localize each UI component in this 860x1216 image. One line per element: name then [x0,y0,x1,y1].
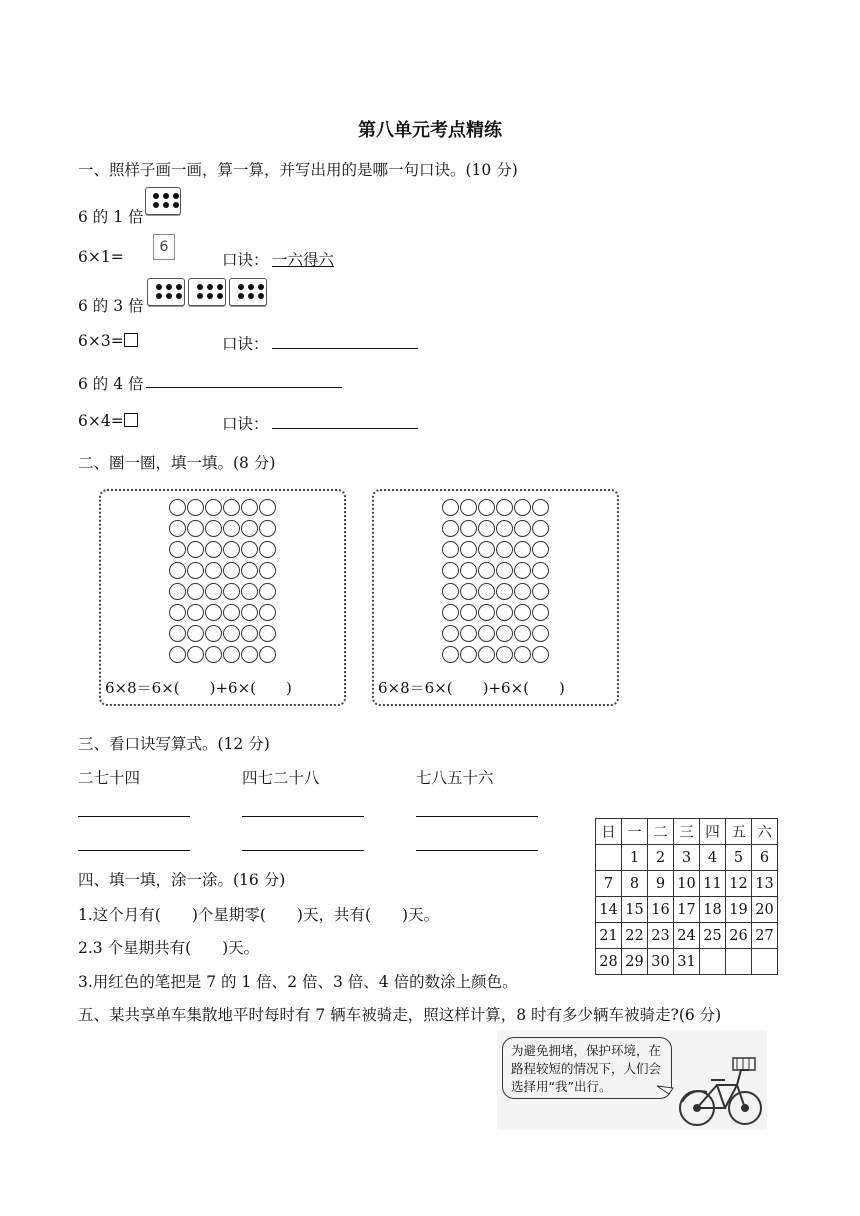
calendar-week-row [596,845,778,871]
calendar-day[interactable]: 30 [648,949,674,975]
weekday-label: 一 [622,819,648,845]
answer-blank[interactable] [78,836,190,851]
number-card: 6 [153,234,175,260]
answer-blank[interactable] [242,802,364,817]
calendar-day[interactable]: 27 [752,923,778,949]
calendar-day[interactable]: 25 [700,923,726,949]
q4-item-1: 1.这个月有( )个星期零( )天，共有( )天。 [78,906,440,924]
weekday-label: 六 [752,819,778,845]
calendar-day[interactable]: 6 [752,845,778,871]
weekday-label: 三 [674,819,700,845]
weekday-label: 二 [648,819,674,845]
calendar-day[interactable]: 18 [700,897,726,923]
koujue-item: 二七十四 [78,769,141,787]
calendar-day[interactable]: 23 [648,923,674,949]
calendar-day[interactable]: 22 [622,923,648,949]
koujue-label: 口诀： [222,335,269,353]
koujue-item: 七八五十六 [416,769,494,787]
weekday-label: 日 [596,819,622,845]
circle-grid [442,499,549,663]
q1-line4-equation: 6×3= [78,332,138,350]
equation-right: 6×8＝6×( )+6×( ) [378,679,565,697]
calendar-day[interactable]: 16 [648,897,674,923]
q1-line6-equation: 6×4= [78,412,138,430]
calendar-day[interactable]: 28 [596,949,622,975]
q1-heading: 一、照样子画一画，算一算，并写出用的是哪一句口诀。(10 分) [78,161,518,179]
calendar-week-row [596,871,778,897]
koujue-item: 四七二十八 [242,769,320,787]
answer-box[interactable] [124,413,138,427]
calendar-day[interactable]: 24 [674,923,700,949]
calendar-day[interactable]: 2 [648,845,674,871]
calendar-day[interactable]: 26 [726,923,752,949]
q1-line3-label: 6 的 3 倍 [78,297,144,315]
calendar-day[interactable]: 15 [622,897,648,923]
calendar-day[interactable]: 29 [622,949,648,975]
calendar-week-row [596,897,778,923]
koujue-label: 口诀： [222,251,269,269]
draw-blank[interactable] [146,373,342,388]
calendar-day[interactable]: 5 [726,845,752,871]
calendar-day[interactable]: 20 [752,897,778,923]
page-title: 第八单元考点精练 [358,120,502,141]
equation-left: 6×8＝6×( )+6×( ) [105,679,292,697]
q4-item-3: 3.用红色的笔把是 7 的 1 倍、2 倍、3 倍、4 倍的数涂上颜色。 [78,973,518,991]
q2-heading: 二、圈一圈，填一填。(8 分) [78,454,276,472]
calendar-header-row [596,819,778,845]
calendar-week-row [596,949,778,975]
circle-grid [169,499,276,663]
calendar-day[interactable] [596,845,622,871]
q1-line5-label: 6 的 4 倍 [78,375,144,393]
calendar-day[interactable]: 13 [752,871,778,897]
answer-blank[interactable] [78,802,190,817]
calendar-day[interactable] [752,949,778,975]
calendar-day[interactable] [700,949,726,975]
calendar-day[interactable]: 3 [674,845,700,871]
q1-line2-equation: 6×1= [78,248,124,266]
calendar-day[interactable]: 9 [648,871,674,897]
calendar-day[interactable]: 7 [596,871,622,897]
weekday-label: 五 [726,819,752,845]
calendar-day[interactable]: 14 [596,897,622,923]
dot-card [229,278,267,306]
koujue-label: 口诀： [222,415,269,433]
q3-heading: 三、看口诀写算式。(12 分) [78,735,270,753]
calendar-day[interactable]: 31 [674,949,700,975]
dot-card [145,187,181,215]
bicycle-icon [497,1030,767,1130]
calendar-day[interactable]: 11 [700,871,726,897]
q4-item-2: 2.3 个星期共有( )天。 [78,939,260,957]
dot-card [188,278,226,306]
koujue-answer: 一六得六 [272,251,335,269]
calendar-day[interactable]: 19 [726,897,752,923]
calendar-day[interactable]: 8 [622,871,648,897]
dot-card [147,278,185,306]
speech-bubble: 为避免拥堵，保护环境，在路程较短的情况下，人们会选择用“我”出行。 [502,1037,672,1099]
q5-heading: 五、某共享单车集散地平时每时有 7 辆车被骑走，照这样计算，8 时有多少辆车被骑走?(6 分) [78,1006,722,1024]
calendar-day[interactable] [726,949,752,975]
calendar [595,818,778,975]
answer-blank[interactable] [416,802,538,817]
q1-line1-label: 6 的 1 倍 [78,208,144,226]
answer-blank[interactable] [416,836,538,851]
answer-blank[interactable] [242,836,364,851]
calendar-day[interactable]: 10 [674,871,700,897]
q4-heading: 四、填一填，涂一涂。(16 分) [78,871,286,889]
answer-box[interactable] [124,333,138,347]
koujue-blank[interactable] [272,414,418,429]
circle-group-right[interactable] [372,489,619,706]
calendar-day[interactable]: 17 [674,897,700,923]
calendar-week-row [596,923,778,949]
calendar-day[interactable]: 4 [700,845,726,871]
calendar-day[interactable]: 21 [596,923,622,949]
koujue-blank[interactable] [272,334,418,349]
calendar-day[interactable]: 12 [726,871,752,897]
calendar-day[interactable]: 1 [622,845,648,871]
weekday-label: 四 [700,819,726,845]
circle-group-left[interactable] [99,489,346,706]
